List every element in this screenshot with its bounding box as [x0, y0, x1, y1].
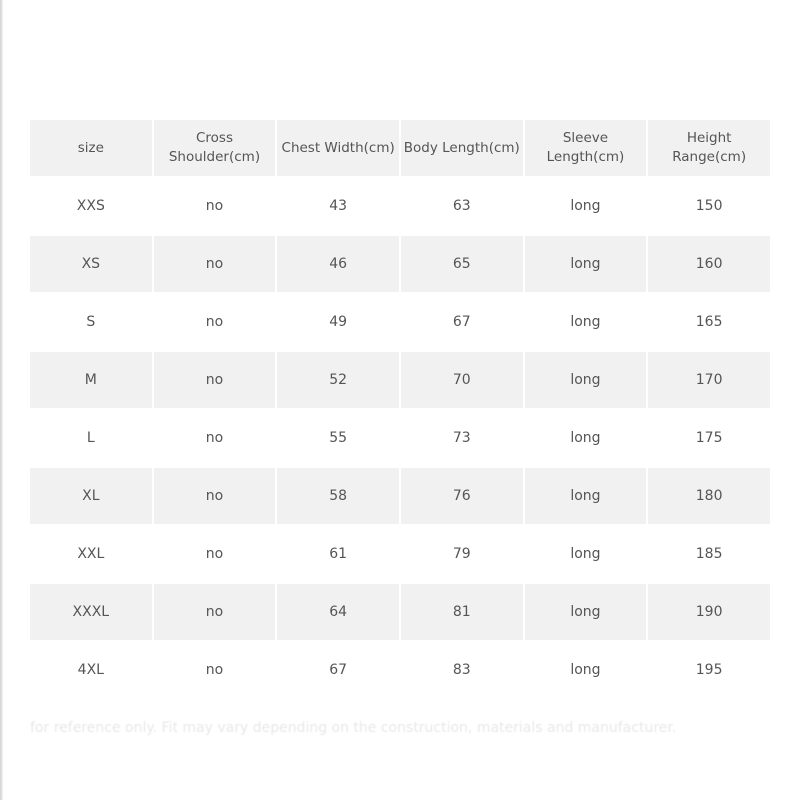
table-header-row [30, 120, 770, 176]
cell-body-length: 83 [401, 642, 523, 698]
cell-sleeve-length: long [525, 294, 647, 350]
cell-cross-shoulder: no [154, 468, 276, 524]
cell-chest-width: 49 [277, 294, 399, 350]
cell-chest-width: 61 [277, 526, 399, 582]
table-row [30, 410, 770, 466]
cell-cross-shoulder: no [154, 410, 276, 466]
cell-sleeve-length: long [525, 584, 647, 640]
cell-cross-shoulder: no [154, 642, 276, 698]
cell-sleeve-length: long [525, 178, 647, 234]
cell-body-length: 70 [401, 352, 523, 408]
cell-chest-width: 58 [277, 468, 399, 524]
cell-size: L [30, 410, 152, 466]
cell-cross-shoulder: no [154, 526, 276, 582]
cell-height-range: 180 [648, 468, 770, 524]
table-row [30, 584, 770, 640]
cell-body-length: 65 [401, 236, 523, 292]
table-row [30, 236, 770, 292]
cell-body-length: 63 [401, 178, 523, 234]
cell-body-length: 76 [401, 468, 523, 524]
cell-size: XXS [30, 178, 152, 234]
cell-cross-shoulder: no [154, 294, 276, 350]
cell-height-range: 185 [648, 526, 770, 582]
header-cross-shoulder: Cross Shoulder(cm) [154, 120, 276, 176]
cell-cross-shoulder: no [154, 236, 276, 292]
cell-size: M [30, 352, 152, 408]
cell-sleeve-length: long [525, 236, 647, 292]
table-row [30, 642, 770, 698]
cell-cross-shoulder: no [154, 178, 276, 234]
cell-cross-shoulder: no [154, 352, 276, 408]
cell-body-length: 73 [401, 410, 523, 466]
page-left-edge [0, 0, 3, 800]
cell-chest-width: 46 [277, 236, 399, 292]
table-row [30, 468, 770, 524]
cell-sleeve-length: long [525, 410, 647, 466]
header-sleeve-length: Sleeve Length(cm) [525, 120, 647, 176]
cell-cross-shoulder: no [154, 584, 276, 640]
cell-chest-width: 55 [277, 410, 399, 466]
cell-size: XXXL [30, 584, 152, 640]
table-row [30, 526, 770, 582]
cell-size: 4XL [30, 642, 152, 698]
table-row [30, 294, 770, 350]
cell-size: S [30, 294, 152, 350]
cell-height-range: 170 [648, 352, 770, 408]
cell-chest-width: 64 [277, 584, 399, 640]
cell-body-length: 67 [401, 294, 523, 350]
table-row [30, 352, 770, 408]
header-size: size [30, 120, 152, 176]
cell-chest-width: 67 [277, 642, 399, 698]
faded-header-note [92, 66, 452, 86]
cell-body-length: 81 [401, 584, 523, 640]
cell-sleeve-length: long [525, 352, 647, 408]
cell-height-range: 150 [648, 178, 770, 234]
cell-sleeve-length: long [525, 468, 647, 524]
cell-height-range: 165 [648, 294, 770, 350]
faded-footer-note: for reference only. Fit may vary depending on the construction, materials and manufacturer. [30, 720, 677, 736]
cell-height-range: 175 [648, 410, 770, 466]
header-chest-width: Chest Width(cm) [277, 120, 399, 176]
cell-body-length: 79 [401, 526, 523, 582]
cell-chest-width: 43 [277, 178, 399, 234]
cell-size: XXL [30, 526, 152, 582]
cell-sleeve-length: long [525, 642, 647, 698]
cell-size: XS [30, 236, 152, 292]
cell-height-range: 195 [648, 642, 770, 698]
cell-chest-width: 52 [277, 352, 399, 408]
cell-sleeve-length: long [525, 526, 647, 582]
size-chart-table [28, 118, 772, 700]
cell-size: XL [30, 468, 152, 524]
header-body-length: Body Length(cm) [401, 120, 523, 176]
table-row [30, 178, 770, 234]
cell-height-range: 190 [648, 584, 770, 640]
header-height-range: Height Range(cm) [648, 120, 770, 176]
cell-height-range: 160 [648, 236, 770, 292]
